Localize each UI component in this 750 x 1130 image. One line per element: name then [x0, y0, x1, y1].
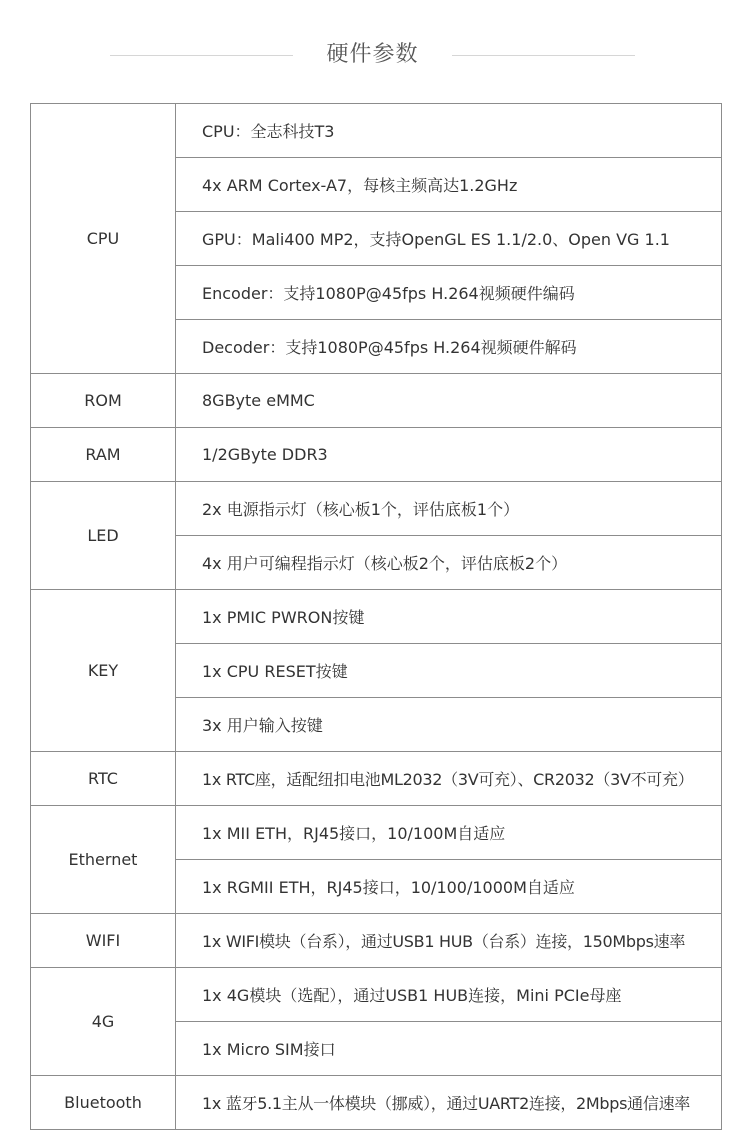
table-row [31, 482, 722, 536]
table-row [31, 374, 722, 428]
spec-value: CPU：全志科技T3 [176, 104, 722, 158]
table-row [31, 590, 722, 644]
spec-value: 1x WIFI模块（台系），通过USB1 HUB（台系）连接，150Mbps速率 [176, 914, 722, 968]
category-cell-cpu: CPU [31, 104, 176, 374]
spec-value: 1x RTC座，适配纽扣电池ML2032（3V可充）、CR2032（3V不可充） [176, 752, 722, 806]
spec-value: 3x 用户输入按键 [176, 698, 722, 752]
spec-value: 1/2GByte DDR3 [176, 428, 722, 482]
spec-value: 1x Micro SIM接口 [176, 1022, 722, 1076]
spec-value: 1x MII ETH，RJ45接口，10/100M自适应 [176, 806, 722, 860]
table-row [31, 428, 722, 482]
spec-value: 1x 4G模块（选配），通过USB1 HUB连接，Mini PCIe母座 [176, 968, 722, 1022]
category-cell-key: KEY [31, 590, 176, 752]
category-cell-rom: ROM [31, 374, 176, 428]
spec-value: 4x ARM Cortex-A7，每核主频高达1.2GHz [176, 158, 722, 212]
category-cell-ram: RAM [31, 428, 176, 482]
spec-value: 4x 用户可编程指示灯（核心板2个，评估底板2个） [176, 536, 722, 590]
spec-value: 8GByte eMMC [176, 374, 722, 428]
category-cell-ethernet: Ethernet [31, 806, 176, 914]
spec-value: 1x RGMII ETH，RJ45接口，10/100/1000M自适应 [176, 860, 722, 914]
table-row [31, 968, 722, 1022]
table-row [31, 914, 722, 968]
spec-value: 1x PMIC PWRON按键 [176, 590, 722, 644]
category-cell-led: LED [31, 482, 176, 590]
header-rule-right [452, 55, 635, 56]
category-cell-rtc: RTC [31, 752, 176, 806]
table-row [31, 752, 722, 806]
spec-value: Decoder：支持1080P@45fps H.264视频硬件解码 [176, 320, 722, 374]
section-title: 硬件参数 [326, 42, 419, 67]
hardware-spec-table [30, 103, 722, 1130]
spec-value: 1x 蓝牙5.1主从一体模块（挪威），通过UART2连接，2Mbps通信速率 [176, 1076, 722, 1130]
spec-value: 1x CPU RESET按键 [176, 644, 722, 698]
spec-value: 2x 电源指示灯（核心板1个，评估底板1个） [176, 482, 722, 536]
category-cell-4g: 4G [31, 968, 176, 1076]
section-header [0, 0, 750, 103]
spec-value: GPU：Mali400 MP2，支持OpenGL ES 1.1/2.0、Open VG 1.1 [176, 212, 722, 266]
category-cell-wifi: WIFI [31, 914, 176, 968]
table-row [31, 806, 722, 860]
spec-value: Encoder：支持1080P@45fps H.264视频硬件编码 [176, 266, 722, 320]
category-cell-bluetooth: Bluetooth [31, 1076, 176, 1130]
table-row [31, 104, 722, 158]
header-rule-left [110, 55, 293, 56]
table-row [31, 1076, 722, 1130]
